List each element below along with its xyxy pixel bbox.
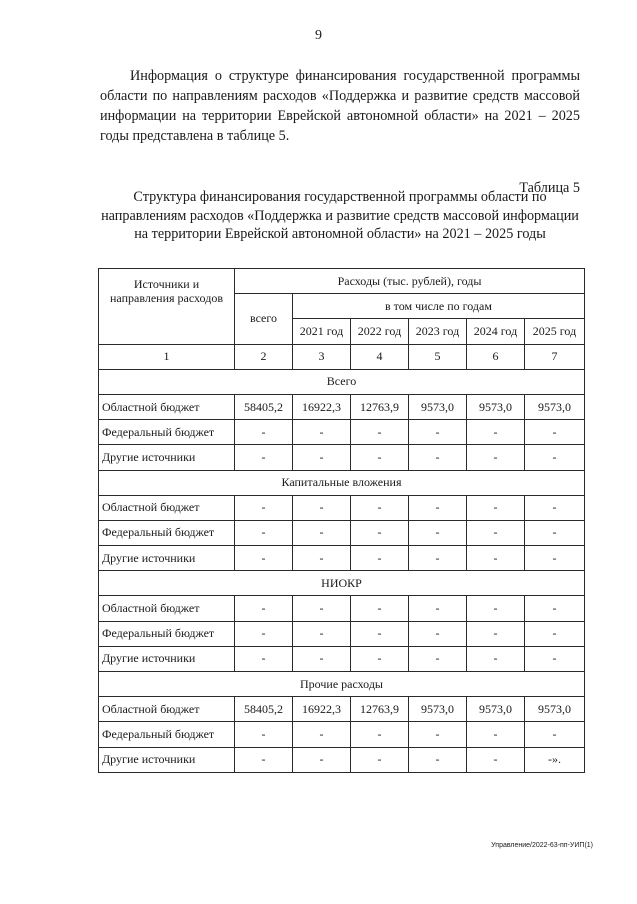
table-cell: - — [235, 722, 293, 747]
section-row — [99, 672, 585, 697]
table-cell: - — [525, 621, 585, 646]
table-cell: - — [293, 445, 351, 470]
section-title: Капитальные вложения — [99, 470, 585, 495]
table-cell: - — [467, 621, 525, 646]
table-cell: - — [351, 520, 409, 545]
table-cell: - — [235, 621, 293, 646]
table-cell: 12763,9 — [351, 697, 409, 722]
table-cell: - — [351, 747, 409, 772]
row-label: Областной бюджет — [99, 394, 235, 419]
table-cell: - — [409, 621, 467, 646]
table-cell: - — [235, 495, 293, 520]
year-header: 2021 год — [293, 319, 351, 344]
column-number: 2 — [235, 344, 293, 369]
table-cell: - — [409, 646, 467, 671]
year-header: 2022 год — [351, 319, 409, 344]
table-cell: - — [525, 722, 585, 747]
table-cell: - — [409, 596, 467, 621]
header-row-1 — [99, 269, 585, 294]
table-cell: - — [235, 747, 293, 772]
table-cell: - — [467, 546, 525, 571]
table-cell: - — [235, 546, 293, 571]
document-footer-code: Управление/2022-63-пп-УИП(1) — [491, 842, 593, 849]
table-cell: - — [293, 495, 351, 520]
table-cell: - — [467, 445, 525, 470]
table-cell: - — [351, 445, 409, 470]
row-label: Другие источники — [99, 646, 235, 671]
table-cell: - — [293, 747, 351, 772]
table-cell: - — [525, 596, 585, 621]
table-cell: - — [467, 420, 525, 445]
table-cell: - — [351, 646, 409, 671]
table-cell: 9573,0 — [467, 394, 525, 419]
table-label: Таблица 5 — [519, 180, 580, 196]
financing-table — [98, 268, 585, 773]
table-cell: - — [467, 646, 525, 671]
table-cell: - — [467, 747, 525, 772]
table-cell: - — [525, 495, 585, 520]
table-row — [99, 546, 585, 571]
section-row — [99, 571, 585, 596]
table-row — [99, 495, 585, 520]
table-cell: - — [467, 596, 525, 621]
section-title: Прочие расходы — [99, 672, 585, 697]
table-cell: 16922,3 — [293, 697, 351, 722]
table-row — [99, 621, 585, 646]
total-header: всего — [235, 294, 293, 344]
table-cell: -». — [525, 747, 585, 772]
table-cell: 9573,0 — [525, 697, 585, 722]
table-row — [99, 747, 585, 772]
row-label: Другие источники — [99, 747, 235, 772]
table-cell: - — [525, 420, 585, 445]
table-cell: - — [409, 520, 467, 545]
table-cell: 9573,0 — [409, 394, 467, 419]
section-row — [99, 369, 585, 394]
table-cell: - — [293, 646, 351, 671]
table-cell: - — [409, 722, 467, 747]
column-number: 4 — [351, 344, 409, 369]
table-cell: - — [525, 646, 585, 671]
sources-header: Источники и направления расходов — [99, 269, 235, 345]
column-number: 3 — [293, 344, 351, 369]
column-number: 7 — [525, 344, 585, 369]
table-row — [99, 394, 585, 419]
table-cell: 9573,0 — [467, 697, 525, 722]
table-cell: 58405,2 — [235, 697, 293, 722]
column-numbers-row — [99, 344, 585, 369]
row-label: Федеральный бюджет — [99, 621, 235, 646]
table-row — [99, 722, 585, 747]
column-number: 6 — [467, 344, 525, 369]
table-caption: Структура финансирования государственной программы области по направлениям расходов «Поддержка и развитие средств массовой информации на территории Еврейской автономной области» на 2021 – 2025 годы — [101, 189, 579, 242]
year-header: 2023 год — [409, 319, 467, 344]
table-cell: - — [467, 520, 525, 545]
table-cell: 12763,9 — [351, 394, 409, 419]
table-cell: - — [409, 747, 467, 772]
table-cell: - — [235, 596, 293, 621]
section-title: Всего — [99, 369, 585, 394]
table-cell: - — [525, 445, 585, 470]
table-cell: - — [293, 546, 351, 571]
table-row — [99, 520, 585, 545]
table-cell: - — [293, 596, 351, 621]
row-label: Областной бюджет — [99, 596, 235, 621]
table-cell: 9573,0 — [525, 394, 585, 419]
table-cell: - — [351, 621, 409, 646]
row-label: Областной бюджет — [99, 495, 235, 520]
table-cell: - — [409, 495, 467, 520]
row-label: Федеральный бюджет — [99, 420, 235, 445]
column-number: 5 — [409, 344, 467, 369]
table-cell: - — [351, 546, 409, 571]
table-cell: - — [293, 420, 351, 445]
column-number: 1 — [99, 344, 235, 369]
page-number: 9 — [315, 28, 322, 43]
row-label: Другие источники — [99, 546, 235, 571]
table-cell: - — [235, 520, 293, 545]
table-cell: - — [409, 420, 467, 445]
table-cell: - — [467, 495, 525, 520]
intro-paragraph: Информация о структуре финансирования государственной программы области по направлениям расходов «Поддержка и развитие средств массовой информации на территории Еврейской автономной области» на 2021 – 2025 годы представлена в таблице 5. — [100, 68, 580, 144]
table-cell: - — [351, 722, 409, 747]
table-row — [99, 596, 585, 621]
table-cell: - — [525, 520, 585, 545]
table-cell: 9573,0 — [409, 697, 467, 722]
table-cell: - — [235, 646, 293, 671]
table-cell: 16922,3 — [293, 394, 351, 419]
table-cell: - — [293, 722, 351, 747]
table-cell: - — [351, 495, 409, 520]
table-cell: - — [409, 445, 467, 470]
table-row — [99, 420, 585, 445]
year-header: 2025 год — [525, 319, 585, 344]
table-cell: - — [351, 420, 409, 445]
table-cell: - — [351, 596, 409, 621]
row-label: Другие источники — [99, 445, 235, 470]
year-header: 2024 год — [467, 319, 525, 344]
section-title: НИОКР — [99, 571, 585, 596]
table-cell: - — [235, 445, 293, 470]
table-row — [99, 697, 585, 722]
table-cell: 58405,2 — [235, 394, 293, 419]
table-cell: - — [235, 420, 293, 445]
table-cell: - — [293, 520, 351, 545]
table-cell: - — [467, 722, 525, 747]
section-row — [99, 470, 585, 495]
row-label: Федеральный бюджет — [99, 722, 235, 747]
table-cell: - — [525, 546, 585, 571]
expenses-header: Расходы (тыс. рублей), годы — [235, 269, 585, 294]
row-label: Областной бюджет — [99, 697, 235, 722]
table-row — [99, 646, 585, 671]
by-years-header: в том числе по годам — [293, 294, 585, 319]
table-cell: - — [409, 546, 467, 571]
row-label: Федеральный бюджет — [99, 520, 235, 545]
table-cell: - — [293, 621, 351, 646]
table-row — [99, 445, 585, 470]
